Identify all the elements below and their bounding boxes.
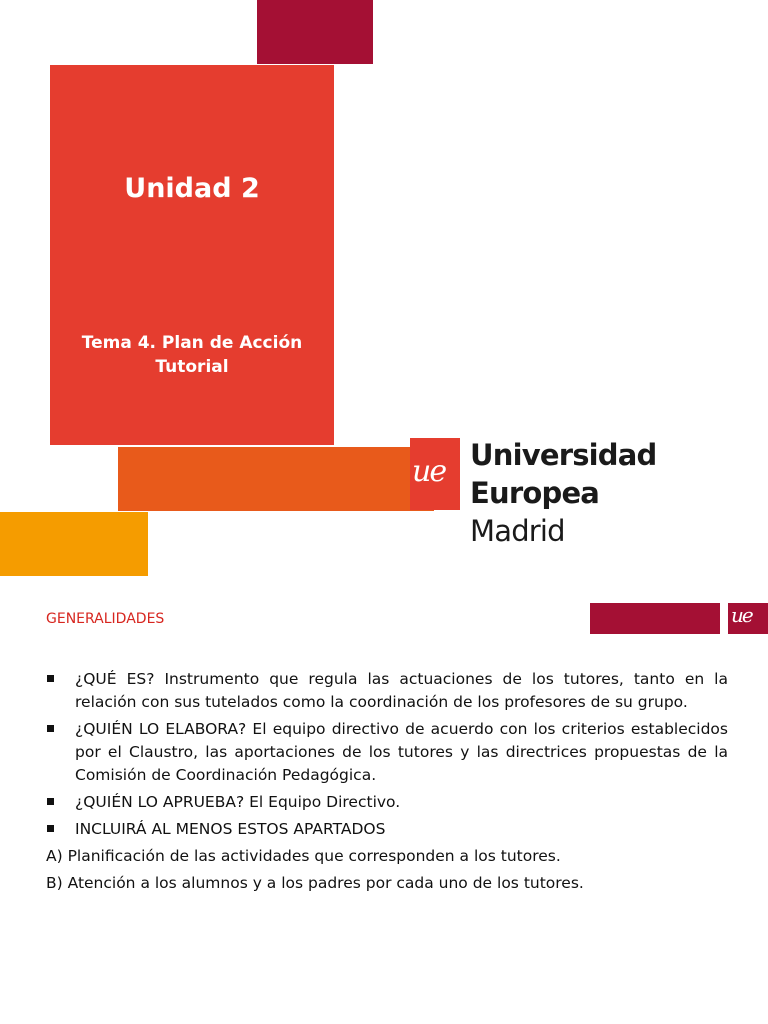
logo-line-2: [470, 474, 692, 550]
bullet-text: ¿QUIÉN LO ELABORA? El equipo directivo de acuerdo con los criterios establecidos por el Claustro, las aportaciones de los tutores y las directrices propuestas de la Comisión de Coordinación Pedagógica.: [75, 720, 728, 784]
bullet-text: ¿QUIÉN LO APRUEBA? El Equipo Directivo.: [75, 793, 401, 811]
unit-title: Unidad 2: [124, 173, 260, 204]
slide-content: [46, 668, 728, 895]
bullet-item-who-prepares: [46, 718, 728, 787]
bullet-square-icon: [47, 825, 54, 832]
bullet-item-who-approves: [46, 791, 728, 814]
header-ue-mark-text: ue: [731, 603, 752, 627]
bullet-square-icon: [47, 675, 54, 682]
title-panel: [50, 65, 334, 445]
ue-logo-mark-text: ue: [412, 454, 446, 489]
topic-title: Tema 4. Plan de Acción Tutorial: [81, 333, 303, 377]
logo-wordmark: [470, 436, 692, 550]
ue-logo-mark: [410, 438, 460, 510]
logo-line-2-bold: Europea: [470, 476, 600, 510]
logo-line-1: Universidad: [470, 438, 657, 472]
decorative-orange-bar: [118, 447, 434, 511]
university-logo: [410, 438, 692, 548]
bullet-item-what: [46, 668, 728, 714]
bullet-text: ¿QUÉ ES? Instrumento que regula las actuaciones de los tutores, tanto en la relación con sus tutelados como la coordinación de los profesores de su grupo.: [75, 670, 728, 711]
bullet-item-includes: [46, 818, 728, 841]
logo-line-2-regular: Madrid: [470, 514, 565, 548]
header-crimson-bar: [590, 603, 720, 634]
header-ue-mark: [728, 603, 768, 634]
decorative-crimson-block: [257, 0, 373, 64]
bullet-square-icon: [47, 798, 54, 805]
decorative-yellow-block: [0, 512, 148, 576]
list-item-b: B) Atención a los alumnos y a los padres por cada uno de los tutores.: [46, 874, 584, 892]
bullet-text: INCLUIRÁ AL MENOS ESTOS APARTADOS: [75, 820, 386, 838]
list-item-a: A) Planificación de las actividades que corresponden a los tutores.: [46, 847, 561, 865]
bullet-square-icon: [47, 725, 54, 732]
section-label: GENERALIDADES: [46, 611, 165, 627]
